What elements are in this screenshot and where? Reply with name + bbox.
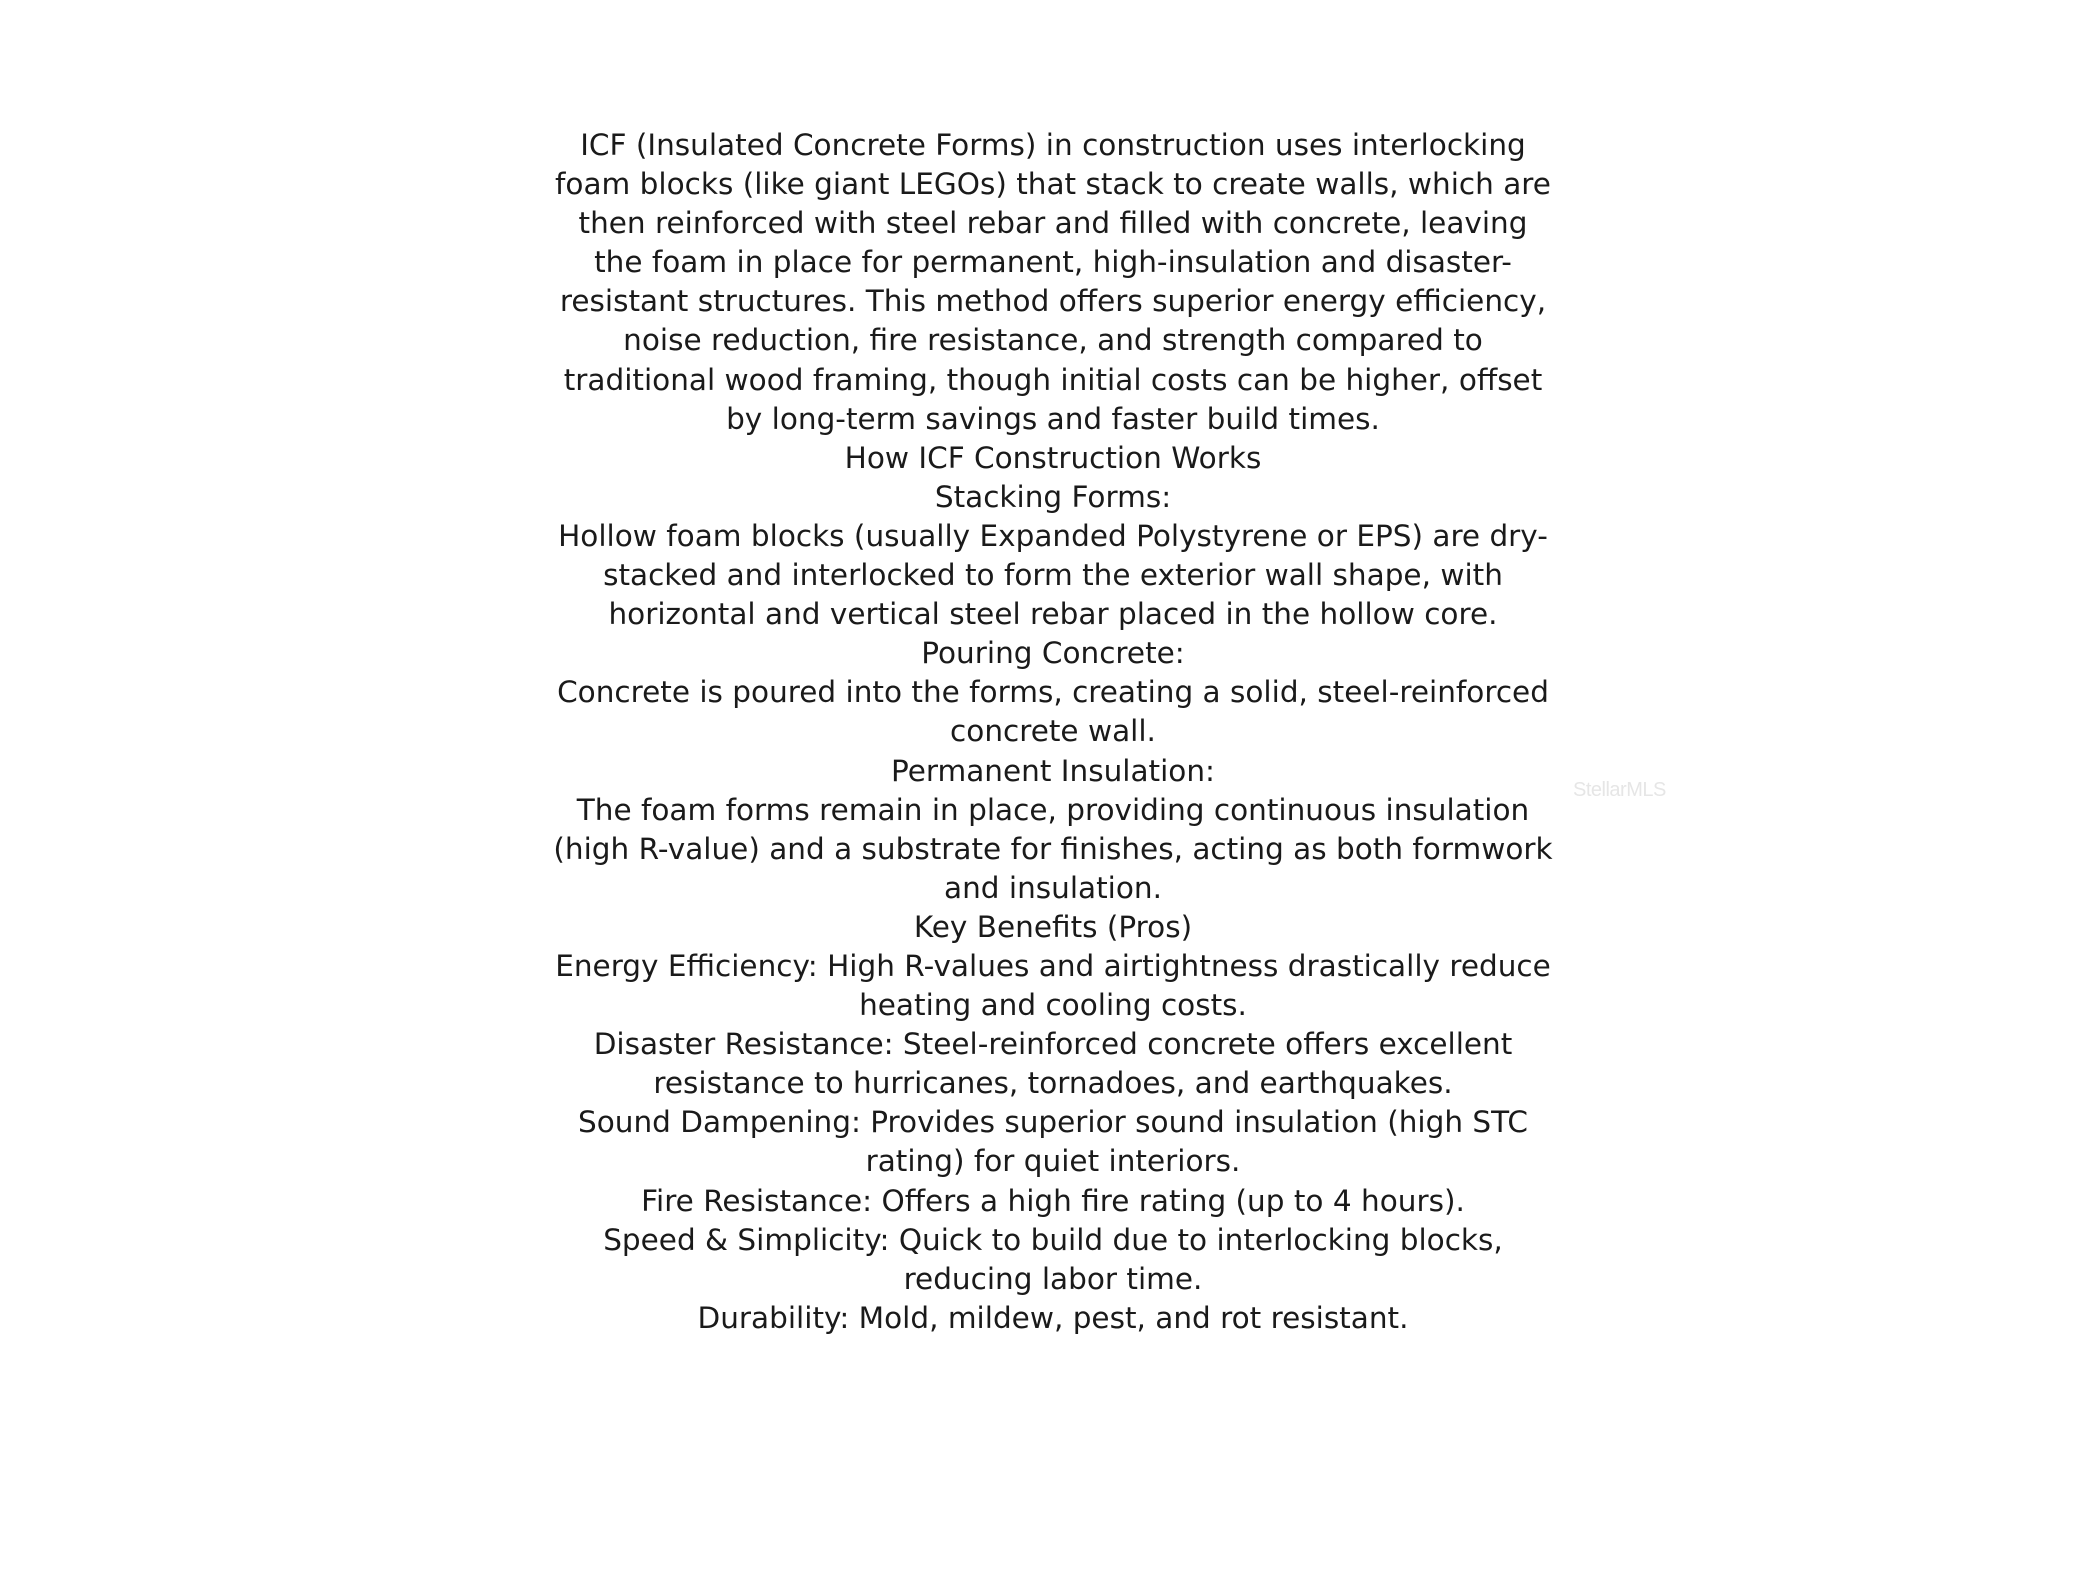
benefit-durability: Durability: Mold, mildew, pest, and rot resistant. <box>697 1300 1409 1335</box>
section-heading-how-it-works: How ICF Construction Works <box>844 440 1262 475</box>
intro-paragraph: ICF (Insulated Concrete Forms) in construction uses interlocking foam blocks (like giant LEGOs) that stack to create walls, which are then reinforced with steel rebar and filled with concrete, leaving the foam in place for permanent, high-insulation and disaster-resistant structures. This method offers superior energy efficiency, noise reduction, fire resistance, and strength compared to traditional wood framing, though initial costs can be higher, offset by long-term savings and faster build times. <box>555 128 1551 436</box>
step-title-stacking-forms: Stacking Forms: <box>934 479 1172 514</box>
step-title-pouring-concrete: Pouring Concrete: <box>921 636 1185 671</box>
watermark: StellarMLS <box>1573 779 1666 801</box>
benefit-fire-resistance: Fire Resistance: Offers a high fire rating (up to 4 hours). <box>641 1183 1465 1218</box>
step-text-pouring-concrete: Concrete is poured into the forms, creating a solid, steel-reinforced concrete wall. <box>557 675 1549 749</box>
step-title-permanent-insulation: Permanent Insulation: <box>891 753 1215 788</box>
benefit-sound-dampening: Sound Dampening: Provides superior sound insulation (high STC rating) for quiet interiors. <box>577 1105 1529 1179</box>
step-text-permanent-insulation: The foam forms remain in place, providing continuous insulation (high R-value) and a substrate for finishes, acting as both formwork and insulation. <box>553 792 1553 905</box>
benefit-speed-simplicity: Speed & Simplicity: Quick to build due to interlocking blocks, reducing labor time. <box>603 1222 1503 1296</box>
benefit-energy-efficiency: Energy Efficiency: High R-values and airtightness drastically reduce heating and cooling costs. <box>555 948 1551 1023</box>
benefit-disaster-resistance: Disaster Resistance: Steel-reinforced concrete offers excellent resistance to hurricanes, tornadoes, and earthquakes. <box>593 1027 1513 1101</box>
step-text-stacking-forms: Hollow foam blocks (usually Expanded Polystyrene or EPS) are dry-stacked and interlocked to form the exterior wall shape, with horizontal and vertical steel rebar placed in the hollow core. <box>558 518 1548 632</box>
document-body <box>553 126 1553 1338</box>
section-heading-key-benefits: Key Benefits (Pros) <box>913 909 1193 944</box>
